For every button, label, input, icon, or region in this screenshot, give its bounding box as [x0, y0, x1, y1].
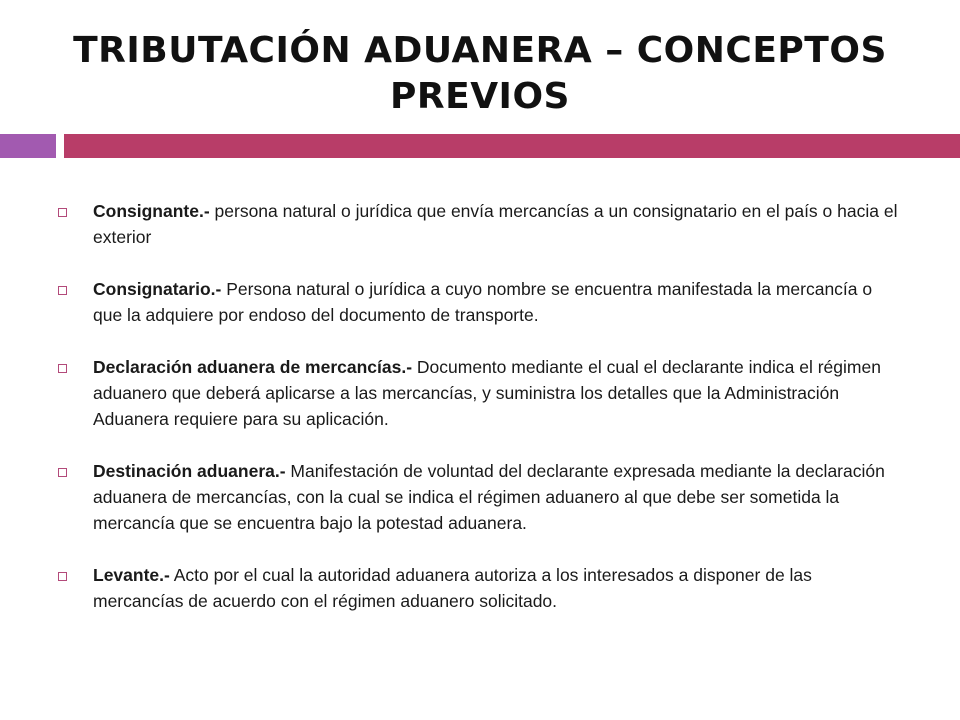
term-definition: Acto por el cual la autoridad aduanera autoriza a los interesados a disponer de las mercancías de acuerdo con el régimen aduanero solicitado. [93, 565, 812, 611]
term-label: Consignatario.- [93, 279, 222, 299]
square-bullet-icon [58, 364, 67, 373]
accent-bar-left [0, 134, 56, 158]
term-label: Levante.- [93, 565, 170, 585]
accent-bar-main [64, 134, 960, 158]
list-item [56, 354, 906, 432]
square-bullet-icon [58, 572, 67, 581]
list-item [56, 562, 906, 614]
square-bullet-icon [58, 208, 67, 217]
list-item [56, 198, 906, 250]
list-item [56, 276, 906, 328]
term-label: Consignante.- [93, 201, 210, 221]
term-definition: Manifestación de voluntad del declarante expresada mediante la declaración aduanera de mercancías, con la cual se indica el régimen aduanero al que debe ser sometida la mercancía que se encuentra bajo la potestad aduanera. [93, 461, 885, 533]
term-definition: Persona natural o jurídica a cuyo nombre se encuentra manifestada la mercancía o que la adquiere por endoso del documento de transporte. [93, 279, 873, 325]
square-bullet-icon [58, 286, 67, 295]
term-definition: persona natural o jurídica que envía mercancías a un consignatario en el país o hacia el exterior [93, 201, 898, 247]
slide-title: TRIBUTACIÓN ADUANERA – CONCEPTOS PREVIOS [73, 30, 887, 117]
definition-list [56, 198, 906, 640]
square-bullet-icon [58, 468, 67, 477]
term-definition: Documento mediante el cual el declarante indica el régimen aduanero que deberá aplicarse a las mercancías, y suministra los detalles que la Administración Aduanera requiere para su aplicación. [93, 357, 881, 429]
term-label: Destinación aduanera.- [93, 461, 286, 481]
list-item [56, 458, 906, 536]
term-label: Declaración aduanera de mercancías.- [93, 357, 413, 377]
